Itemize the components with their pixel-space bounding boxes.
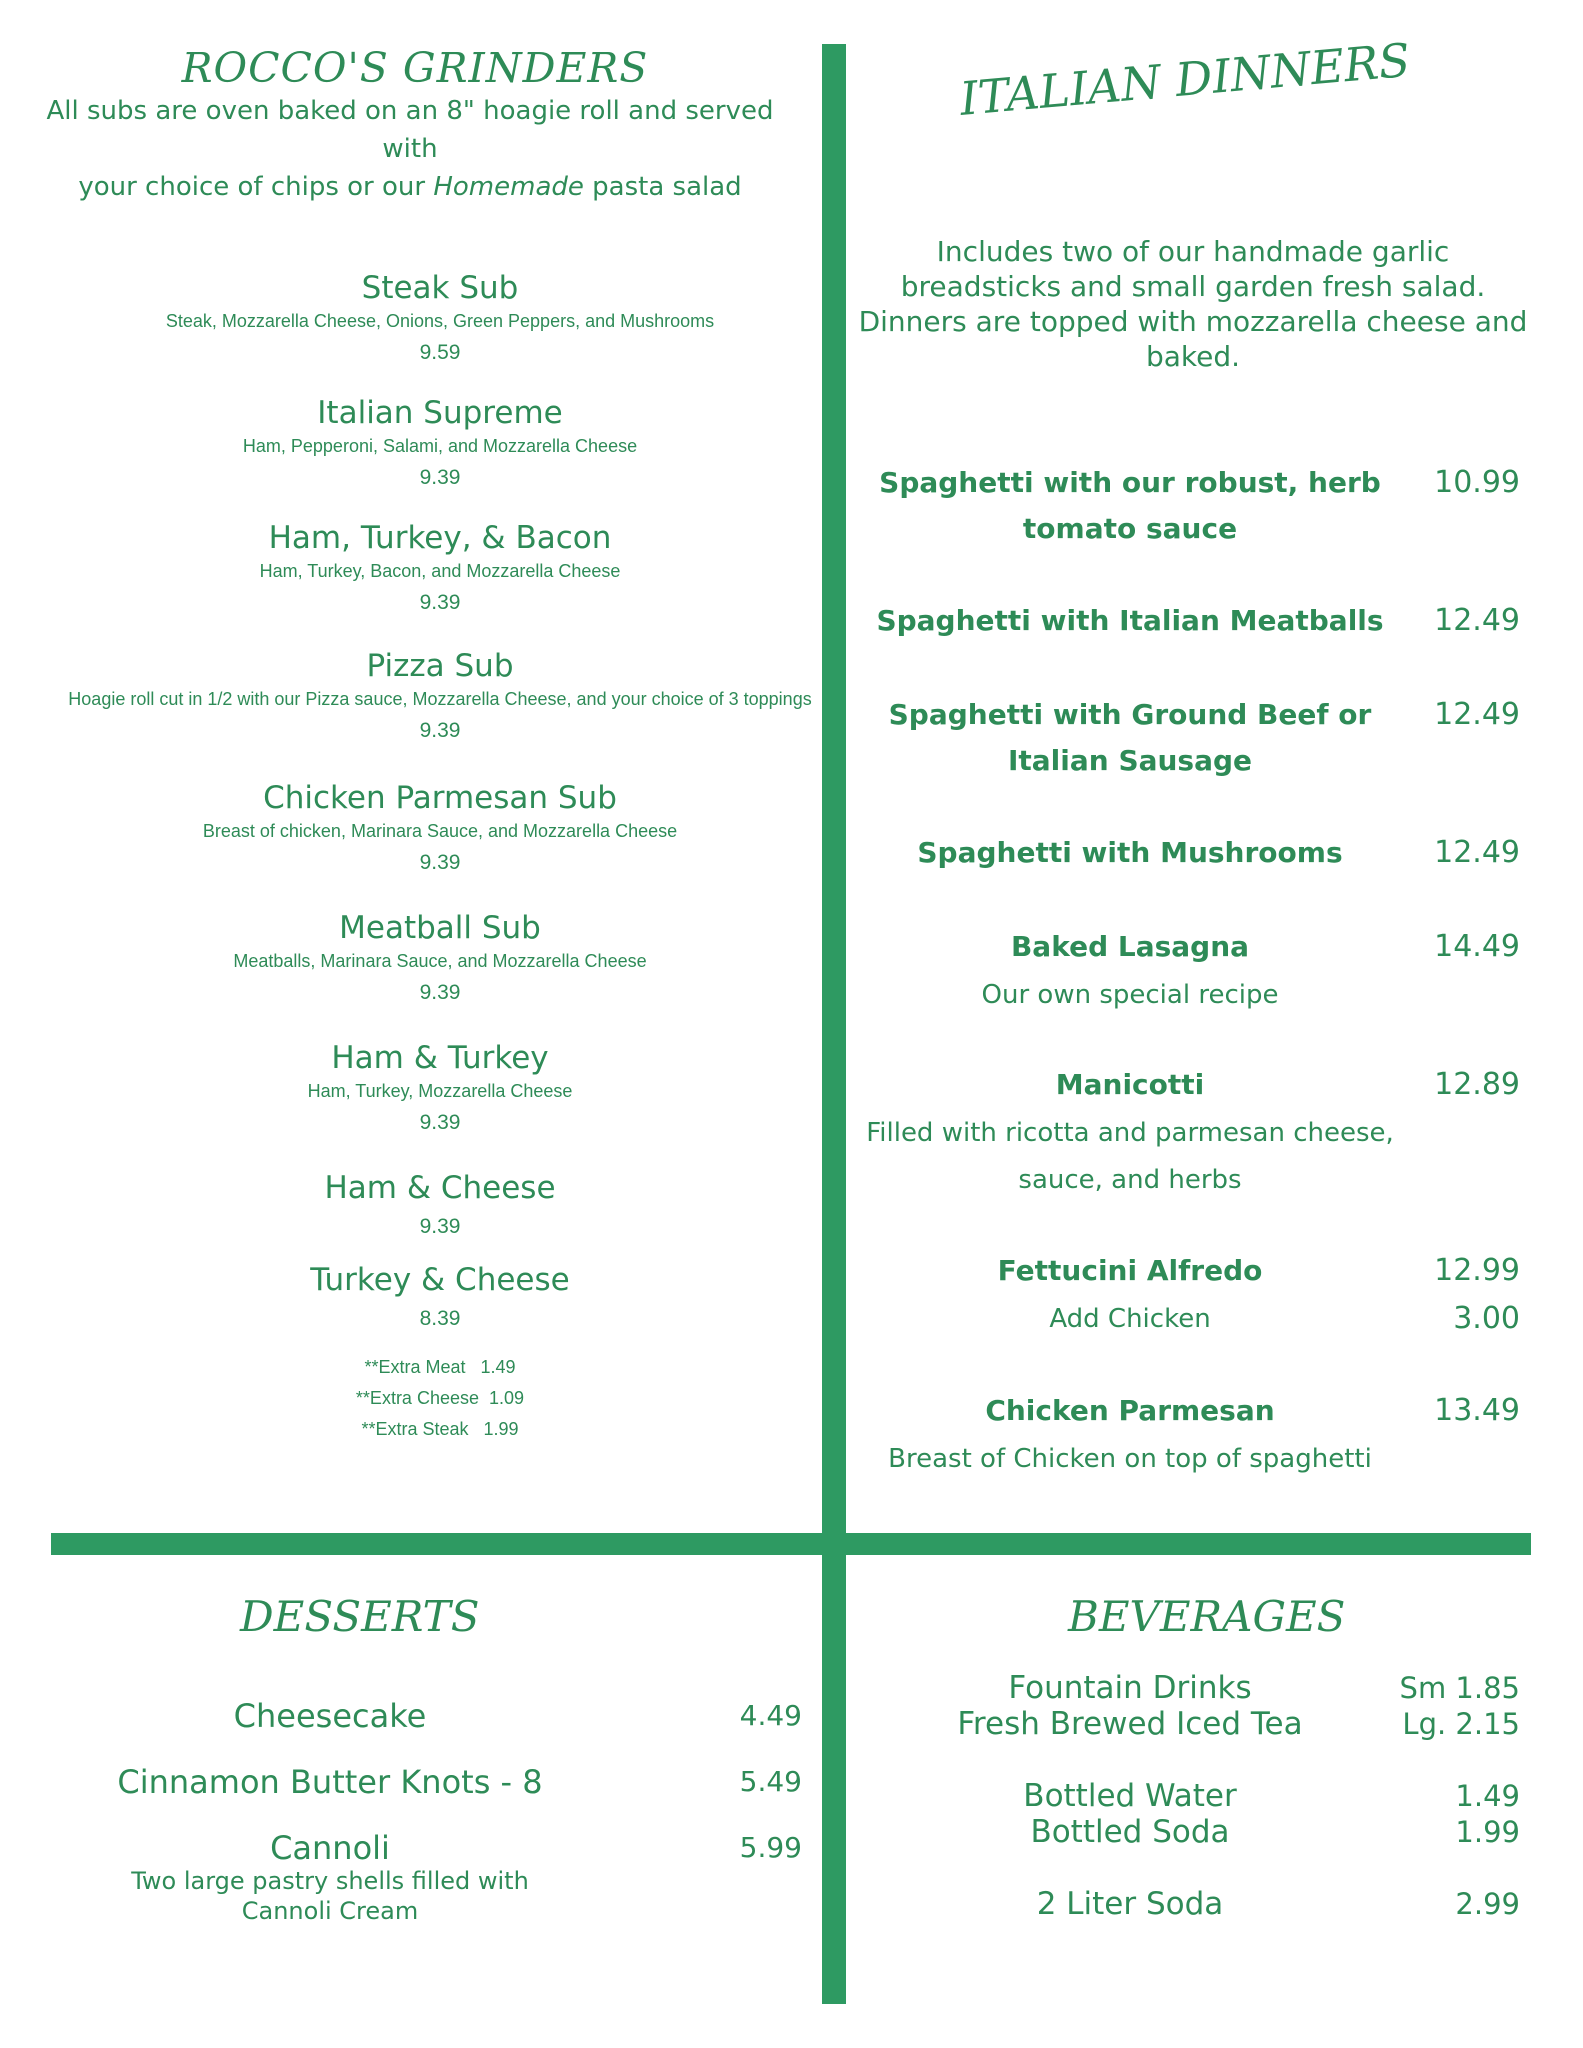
dinner-description-line: sauce, and herbs [1018,1165,1242,1195]
sub-name: Steak Sub [361,270,519,306]
dessert-name: Cannoli [270,1829,390,1867]
extras-list [40,1352,840,1445]
sub-item [40,908,840,1008]
dinner-price: 12.49 [1434,835,1520,870]
dessert-description-line: Cannoli Cream [241,1897,419,1925]
extra-price: 1.49 [480,1357,516,1377]
sub-name: Meatball Sub [339,910,541,946]
dinner-price: 12.49 [1434,697,1520,732]
sub-item [40,778,840,878]
extra-price: 1.09 [489,1388,525,1408]
sub-price: 9.59 [419,341,461,364]
sub-description: Breast of chicken, Marinara Sauce, and Mozzarella Cheese [202,821,678,841]
extra-item [40,1414,840,1445]
dinners-intro-line: Dinners are topped with mozzarella cheese and [858,305,1528,338]
extra-label: **Extra Meat [364,1357,466,1377]
dinner-description: Breast of Chicken on top of spaghetti [888,1444,1372,1474]
dinner-name: Chicken Parmesan [985,1394,1275,1427]
sub-item [40,1038,840,1138]
intro-emphasis: Homemade [433,172,584,202]
sub-item [40,393,840,493]
intro-text: pasta salad [583,172,742,202]
dinner-price: 14.49 [1434,929,1520,964]
dessert-description-line: Two large pastry shells filled with [131,1867,529,1895]
dessert-price: 5.49 [739,1765,802,1798]
dinners-title: ITALIAN DINNERS [957,32,1413,126]
sub-item [40,1260,840,1334]
sub-price: 9.39 [419,719,461,742]
sub-item [40,1168,840,1242]
dinner-name: Spaghetti with Mushrooms [917,836,1343,869]
sub-name: Chicken Parmesan Sub [263,780,617,816]
beverage-name: Fountain Drinks [1008,1670,1252,1706]
dessert-price: 5.99 [739,1831,802,1864]
extra-label: **Extra Steak [361,1419,469,1439]
grinders-intro-line1: All subs are oven baked on an 8" hoagie roll and served with [46,96,774,164]
beverage-name: Bottled Soda [1030,1814,1230,1850]
sub-name: Ham, Turkey, & Bacon [268,520,612,556]
dinner-description: Our own special recipe [981,980,1279,1010]
dinner-name-line: tomato sauce [1022,512,1238,545]
sub-description: Ham, Turkey, Bacon, and Mozzarella Cheese [259,561,621,581]
sub-name: Italian Supreme [317,395,563,431]
sub-description: Ham, Turkey, Mozzarella Cheese [307,1081,573,1101]
sub-description: Steak, Mozzarella Cheese, Onions, Green Peppers, and Mushrooms [165,311,715,331]
sub-price: 9.39 [419,981,461,1004]
sub-item [40,268,840,368]
beverage-price: 1.99 [1455,1815,1520,1849]
grinders-title: ROCCO'S GRINDERS [181,44,649,92]
dinner-price: 12.89 [1434,1067,1520,1102]
dinner-name: Baked Lasagna [1010,930,1250,963]
dessert-price: 4.49 [739,1699,802,1732]
sub-name: Turkey & Cheese [310,1262,570,1298]
dinners-intro-line: Includes two of our handmade garlic [936,235,1450,268]
dinner-name-line: Italian Sausage [1007,744,1253,777]
sub-name: Pizza Sub [366,648,514,684]
beverage-price: 2.99 [1455,1887,1520,1921]
dessert-name: Cinnamon Butter Knots - 8 [117,1763,543,1801]
dinner-name-line: Spaghetti with Ground Beef or [888,698,1372,731]
dinner-name: Fettucini Alfredo [997,1254,1263,1287]
dinner-name: Manicotti [1055,1068,1205,1101]
extra-label: **Extra Cheese [355,1388,479,1408]
grinders-intro-line2 [30,168,790,206]
dinner-name-line: Spaghetti with our robust, herb [879,466,1381,499]
sub-price: 9.39 [419,466,461,489]
dinner-name [860,460,1400,552]
sub-price: 9.39 [419,591,461,614]
dinner-name: Spaghetti with Italian Meatballs [876,604,1384,637]
beverage-name: Bottled Water [1023,1778,1237,1814]
sub-description: Meatballs, Marinara Sauce, and Mozzarella Cheese [233,951,647,971]
desserts-title: DESSERTS [240,1592,480,1641]
dinner-price: 13.49 [1434,1393,1520,1428]
extra-item [40,1352,840,1383]
beverage-name: 2 Liter Soda [1036,1886,1224,1922]
dinner-addon-price: 3.00 [1453,1301,1520,1336]
dinner-price: 10.99 [1434,465,1520,500]
intro-text: your choice of chips or our [78,172,434,202]
dessert-name: Cheesecake [233,1697,427,1735]
extra-item [40,1383,840,1414]
beverage-price: 1.49 [1455,1779,1520,1813]
sub-item [40,518,840,618]
sub-price: 9.39 [419,1111,461,1134]
dinners-intro-line: baked. [1145,340,1241,373]
beverage-name: Fresh Brewed Iced Tea [957,1706,1303,1742]
sub-description: Hoagie roll cut in 1/2 with our Pizza sauce, Mozzarella Cheese, and your choice of 3 toppings [68,689,812,709]
dinner-price: 12.49 [1434,603,1520,638]
extra-price: 1.99 [483,1419,519,1439]
sub-name: Ham & Cheese [324,1170,556,1206]
sub-item [40,646,840,746]
beverage-price: Lg. 2.15 [1402,1707,1520,1741]
sub-price: 9.39 [419,851,461,874]
dinner-description: Add Chicken [1049,1304,1211,1334]
sub-price: 8.39 [419,1307,461,1330]
horizontal-divider [51,1533,1531,1555]
sub-name: Ham & Turkey [331,1040,549,1076]
dessert-description [100,1866,560,1926]
beverage-price: Sm 1.85 [1399,1671,1520,1705]
dinners-intro-line: breadsticks and small garden fresh salad. [900,270,1486,303]
dinner-name [860,692,1400,784]
dinners-intro [848,234,1538,374]
dinner-description-line: Filled with ricotta and parmesan cheese, [866,1118,1394,1148]
dinner-description [860,1110,1400,1204]
sub-price: 9.39 [419,1215,461,1238]
sub-description: Ham, Pepperoni, Salami, and Mozzarella Cheese [242,436,638,456]
grinders-intro [30,92,790,206]
dinner-price: 12.99 [1434,1253,1520,1288]
beverages-title: BEVERAGES [1068,1592,1346,1641]
